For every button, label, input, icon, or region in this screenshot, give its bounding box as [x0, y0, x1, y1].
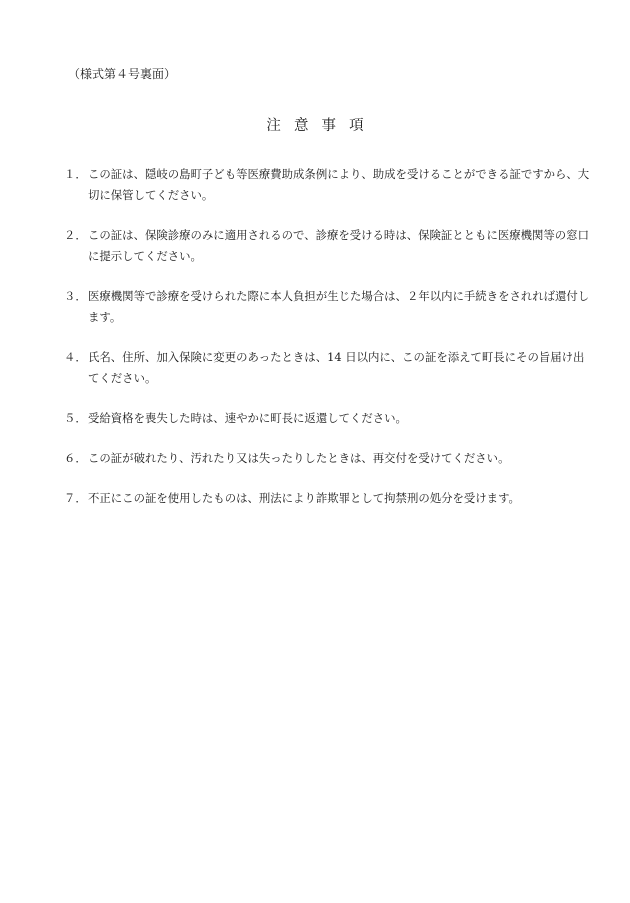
item-number: ６． — [64, 451, 87, 465]
notice-item — [64, 164, 594, 206]
item-text: 受給資格を喪失した時は、速やかに町長に返還してください。 — [88, 411, 407, 425]
notice-item — [64, 488, 594, 509]
item-number: ５． — [64, 411, 87, 425]
notice-list — [64, 164, 594, 528]
item-text: この証は、隠岐の島町子ども等医療費助成条例により、助成を受けることができる証ですから、大切に保管してください。 — [88, 167, 590, 202]
notice-item — [64, 448, 594, 469]
item-number: ３． — [64, 289, 87, 303]
notice-item — [64, 286, 594, 328]
form-label: （様式第４号裏面） — [68, 67, 177, 81]
item-number: ７． — [64, 491, 87, 505]
notice-item — [64, 347, 594, 389]
notice-item — [64, 408, 594, 429]
item-number: １． — [64, 167, 87, 181]
notice-item — [64, 225, 594, 267]
item-text: 氏名、住所、加入保険に変更のあったときは、14 日以内に、この証を添えて町長にその旨届け出てください。 — [88, 350, 585, 385]
item-text: 不正にこの証を使用したものは、刑法により詐欺罪として拘禁刑の処分を受けます。 — [88, 491, 520, 505]
item-text: この証が破れたり、汚れたり又は失ったりしたときは、再交付を受けてください。 — [88, 451, 510, 465]
item-text: この証は、保険診療のみに適用されるので、診療を受ける時は、保険証とともに医療機関等の窓口に提示してください。 — [88, 228, 589, 263]
item-number: ４． — [64, 350, 87, 364]
item-text: 医療機関等で診療を受けられた際に本人負担が生じた場合は、２年以内に手続きをされれば還付します。 — [88, 289, 590, 324]
page-title: 注意事項 — [266, 118, 377, 134]
item-number: ２． — [64, 228, 87, 242]
